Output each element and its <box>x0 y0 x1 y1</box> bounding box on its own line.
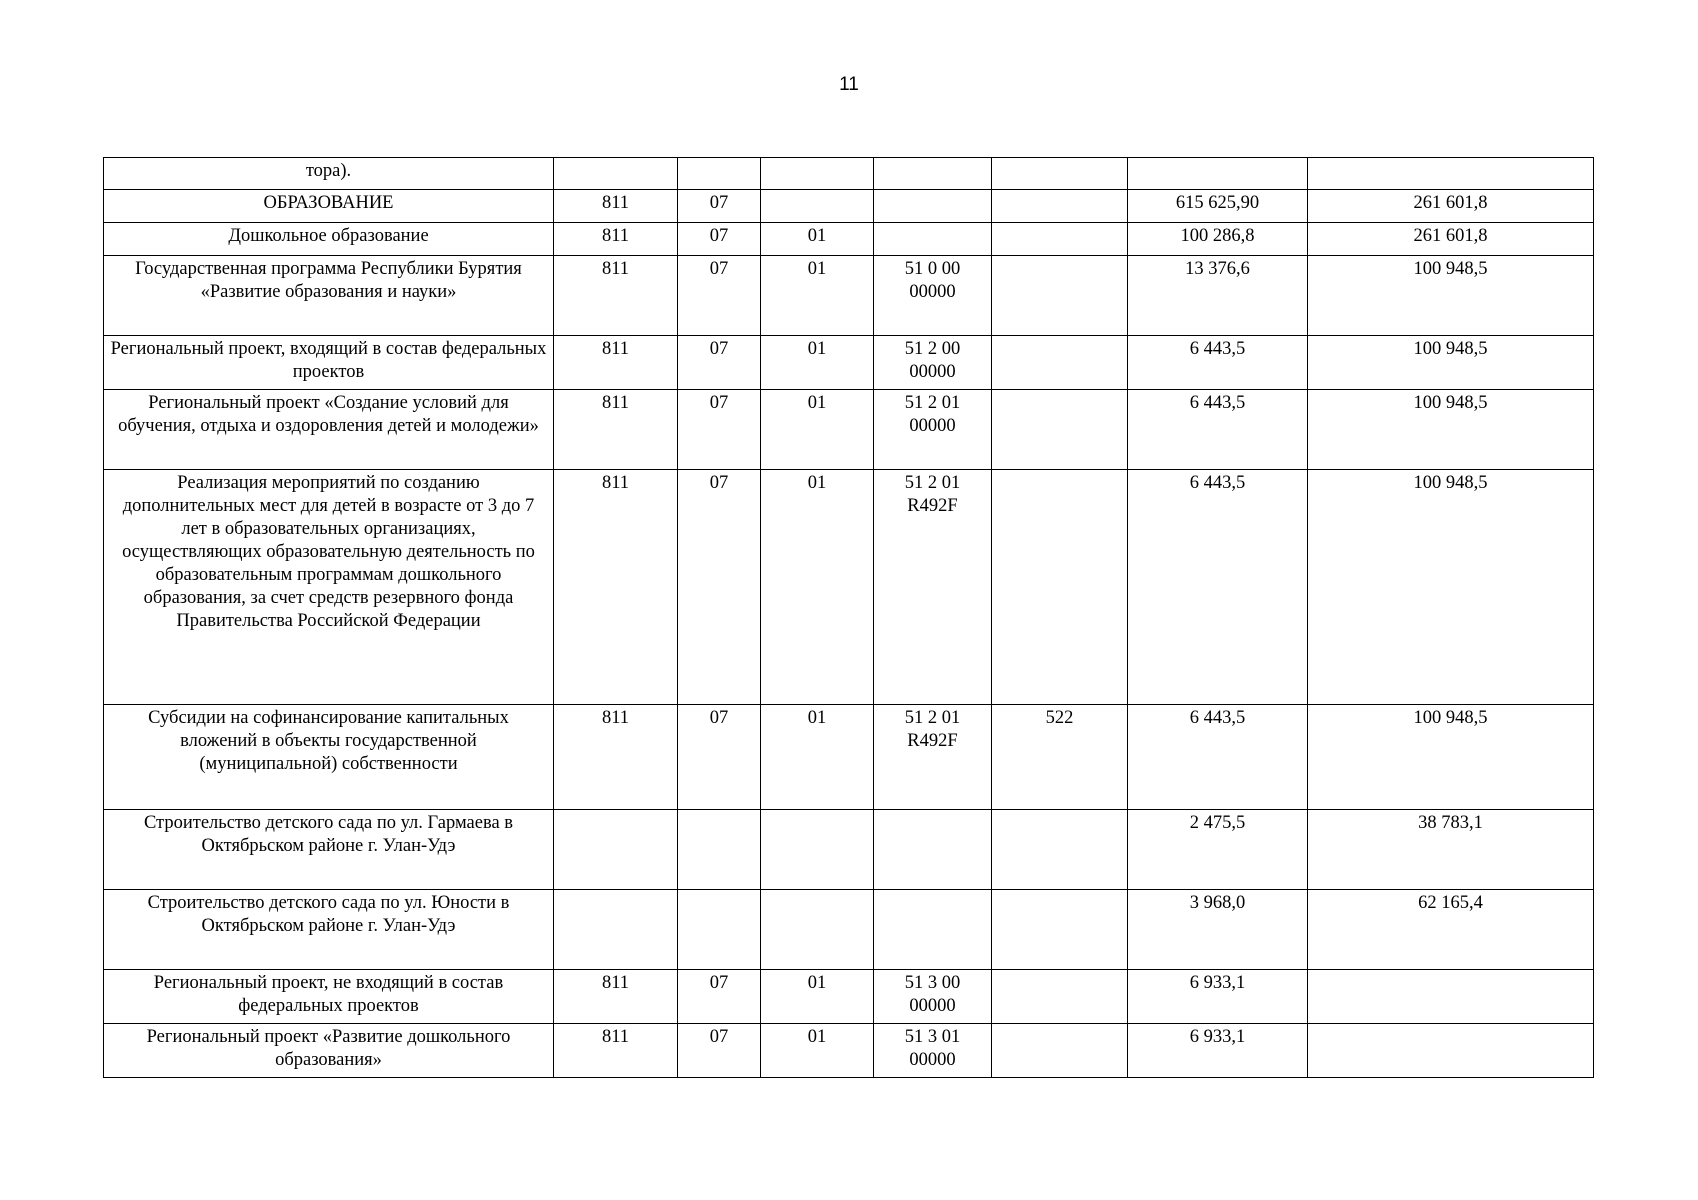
cell-csr: 51 2 00 00000 <box>874 336 992 390</box>
cell-vr <box>992 336 1128 390</box>
table-row <box>104 810 1594 890</box>
table-row <box>104 970 1594 1024</box>
cell-name: Дошкольное образование <box>104 223 554 256</box>
cell-sum2: 100 948,5 <box>1308 336 1594 390</box>
cell-sum1: 6 443,5 <box>1128 705 1308 810</box>
cell-csr <box>874 890 992 970</box>
cell-rz: 07 <box>678 223 761 256</box>
cell-sum2 <box>1308 970 1594 1024</box>
cell-csr: 51 2 01 R492F <box>874 470 992 705</box>
cell-csr <box>874 223 992 256</box>
cell-sum2 <box>1308 1024 1594 1078</box>
cell-rz <box>678 158 761 190</box>
cell-ved: 811 <box>554 970 678 1024</box>
cell-pr: 01 <box>761 336 874 390</box>
cell-sum2: 38 783,1 <box>1308 810 1594 890</box>
cell-vr <box>992 890 1128 970</box>
cell-rz: 07 <box>678 705 761 810</box>
cell-rz: 07 <box>678 190 761 223</box>
cell-sum1 <box>1128 158 1308 190</box>
cell-sum1: 6 933,1 <box>1128 970 1308 1024</box>
cell-pr <box>761 190 874 223</box>
cell-vr <box>992 256 1128 336</box>
cell-csr: 51 2 01 R492F <box>874 705 992 810</box>
cell-pr <box>761 890 874 970</box>
table-row <box>104 1024 1594 1078</box>
cell-pr: 01 <box>761 390 874 470</box>
cell-rz: 07 <box>678 390 761 470</box>
cell-name: Строительство детского сада по ул. Юности в Октябрьском районе г. Улан-Удэ <box>104 890 554 970</box>
table-row <box>104 470 1594 705</box>
cell-ved: 811 <box>554 390 678 470</box>
cell-ved: 811 <box>554 256 678 336</box>
budget-table <box>103 157 1594 1078</box>
cell-name: Региональный проект «Создание условий для обучения, отдыха и оздоровления детей и молодежи» <box>104 390 554 470</box>
cell-sum2: 100 948,5 <box>1308 256 1594 336</box>
cell-ved: 811 <box>554 470 678 705</box>
cell-vr <box>992 1024 1128 1078</box>
cell-vr <box>992 970 1128 1024</box>
cell-sum2 <box>1308 158 1594 190</box>
page-number: 11 <box>839 74 859 95</box>
cell-name: Строительство детского сада по ул. Гармаева в Октябрьском районе г. Улан-Удэ <box>104 810 554 890</box>
cell-sum2: 100 948,5 <box>1308 705 1594 810</box>
cell-sum1: 6 443,5 <box>1128 390 1308 470</box>
cell-rz: 07 <box>678 970 761 1024</box>
cell-rz: 07 <box>678 1024 761 1078</box>
cell-ved: 811 <box>554 705 678 810</box>
cell-name: тора). <box>104 158 554 190</box>
cell-pr: 01 <box>761 970 874 1024</box>
cell-sum1: 2 475,5 <box>1128 810 1308 890</box>
cell-name: Региональный проект «Развитие дошкольного образования» <box>104 1024 554 1078</box>
cell-pr: 01 <box>761 470 874 705</box>
cell-sum1: 615 625,90 <box>1128 190 1308 223</box>
cell-vr <box>992 190 1128 223</box>
cell-vr: 522 <box>992 705 1128 810</box>
cell-vr <box>992 158 1128 190</box>
table-row <box>104 336 1594 390</box>
cell-csr <box>874 190 992 223</box>
cell-pr <box>761 158 874 190</box>
cell-csr: 51 0 00 00000 <box>874 256 992 336</box>
cell-vr <box>992 390 1128 470</box>
cell-ved: 811 <box>554 336 678 390</box>
cell-sum1: 100 286,8 <box>1128 223 1308 256</box>
table-row <box>104 158 1594 190</box>
cell-rz: 07 <box>678 256 761 336</box>
cell-pr: 01 <box>761 1024 874 1078</box>
cell-pr: 01 <box>761 256 874 336</box>
table-row <box>104 390 1594 470</box>
cell-name: Государственная программа Республики Бурятия «Развитие образования и науки» <box>104 256 554 336</box>
table-row <box>104 190 1594 223</box>
table-row <box>104 223 1594 256</box>
table-row <box>104 890 1594 970</box>
cell-sum1: 6 933,1 <box>1128 1024 1308 1078</box>
cell-sum1: 6 443,5 <box>1128 470 1308 705</box>
cell-vr <box>992 810 1128 890</box>
cell-ved <box>554 158 678 190</box>
cell-sum2: 100 948,5 <box>1308 390 1594 470</box>
cell-ved: 811 <box>554 1024 678 1078</box>
cell-ved: 811 <box>554 190 678 223</box>
cell-csr: 51 2 01 00000 <box>874 390 992 470</box>
cell-csr: 51 3 01 00000 <box>874 1024 992 1078</box>
cell-ved <box>554 810 678 890</box>
cell-sum2: 100 948,5 <box>1308 470 1594 705</box>
cell-csr <box>874 158 992 190</box>
cell-pr: 01 <box>761 705 874 810</box>
cell-ved <box>554 890 678 970</box>
cell-pr <box>761 810 874 890</box>
cell-pr: 01 <box>761 223 874 256</box>
cell-ved: 811 <box>554 223 678 256</box>
cell-name: Региональный проект, не входящий в состав федеральных проектов <box>104 970 554 1024</box>
cell-csr: 51 3 00 00000 <box>874 970 992 1024</box>
table-row <box>104 705 1594 810</box>
cell-vr <box>992 470 1128 705</box>
table-row <box>104 256 1594 336</box>
cell-name: Реализация мероприятий по созданию дополнительных мест для детей в возрасте от 3 до 7 лет в образовательных организациях, осуществляющих образовательную деятельность по образовательным программам дошкольного образования, за счет средств резервного фонда Правительства Российской Федерации <box>104 470 554 705</box>
cell-name: Региональный проект, входящий в состав федеральных проектов <box>104 336 554 390</box>
cell-name: Субсидии на софинансирование капитальных вложений в объекты государственной (муниципальной) собственности <box>104 705 554 810</box>
cell-sum1: 3 968,0 <box>1128 890 1308 970</box>
cell-rz <box>678 810 761 890</box>
cell-sum1: 13 376,6 <box>1128 256 1308 336</box>
cell-rz: 07 <box>678 336 761 390</box>
cell-sum1: 6 443,5 <box>1128 336 1308 390</box>
cell-name: ОБРАЗОВАНИЕ <box>104 190 554 223</box>
cell-vr <box>992 223 1128 256</box>
cell-rz: 07 <box>678 470 761 705</box>
cell-sum2: 62 165,4 <box>1308 890 1594 970</box>
cell-sum2: 261 601,8 <box>1308 223 1594 256</box>
table-body <box>104 158 1594 1078</box>
cell-sum2: 261 601,8 <box>1308 190 1594 223</box>
cell-csr <box>874 810 992 890</box>
cell-rz <box>678 890 761 970</box>
